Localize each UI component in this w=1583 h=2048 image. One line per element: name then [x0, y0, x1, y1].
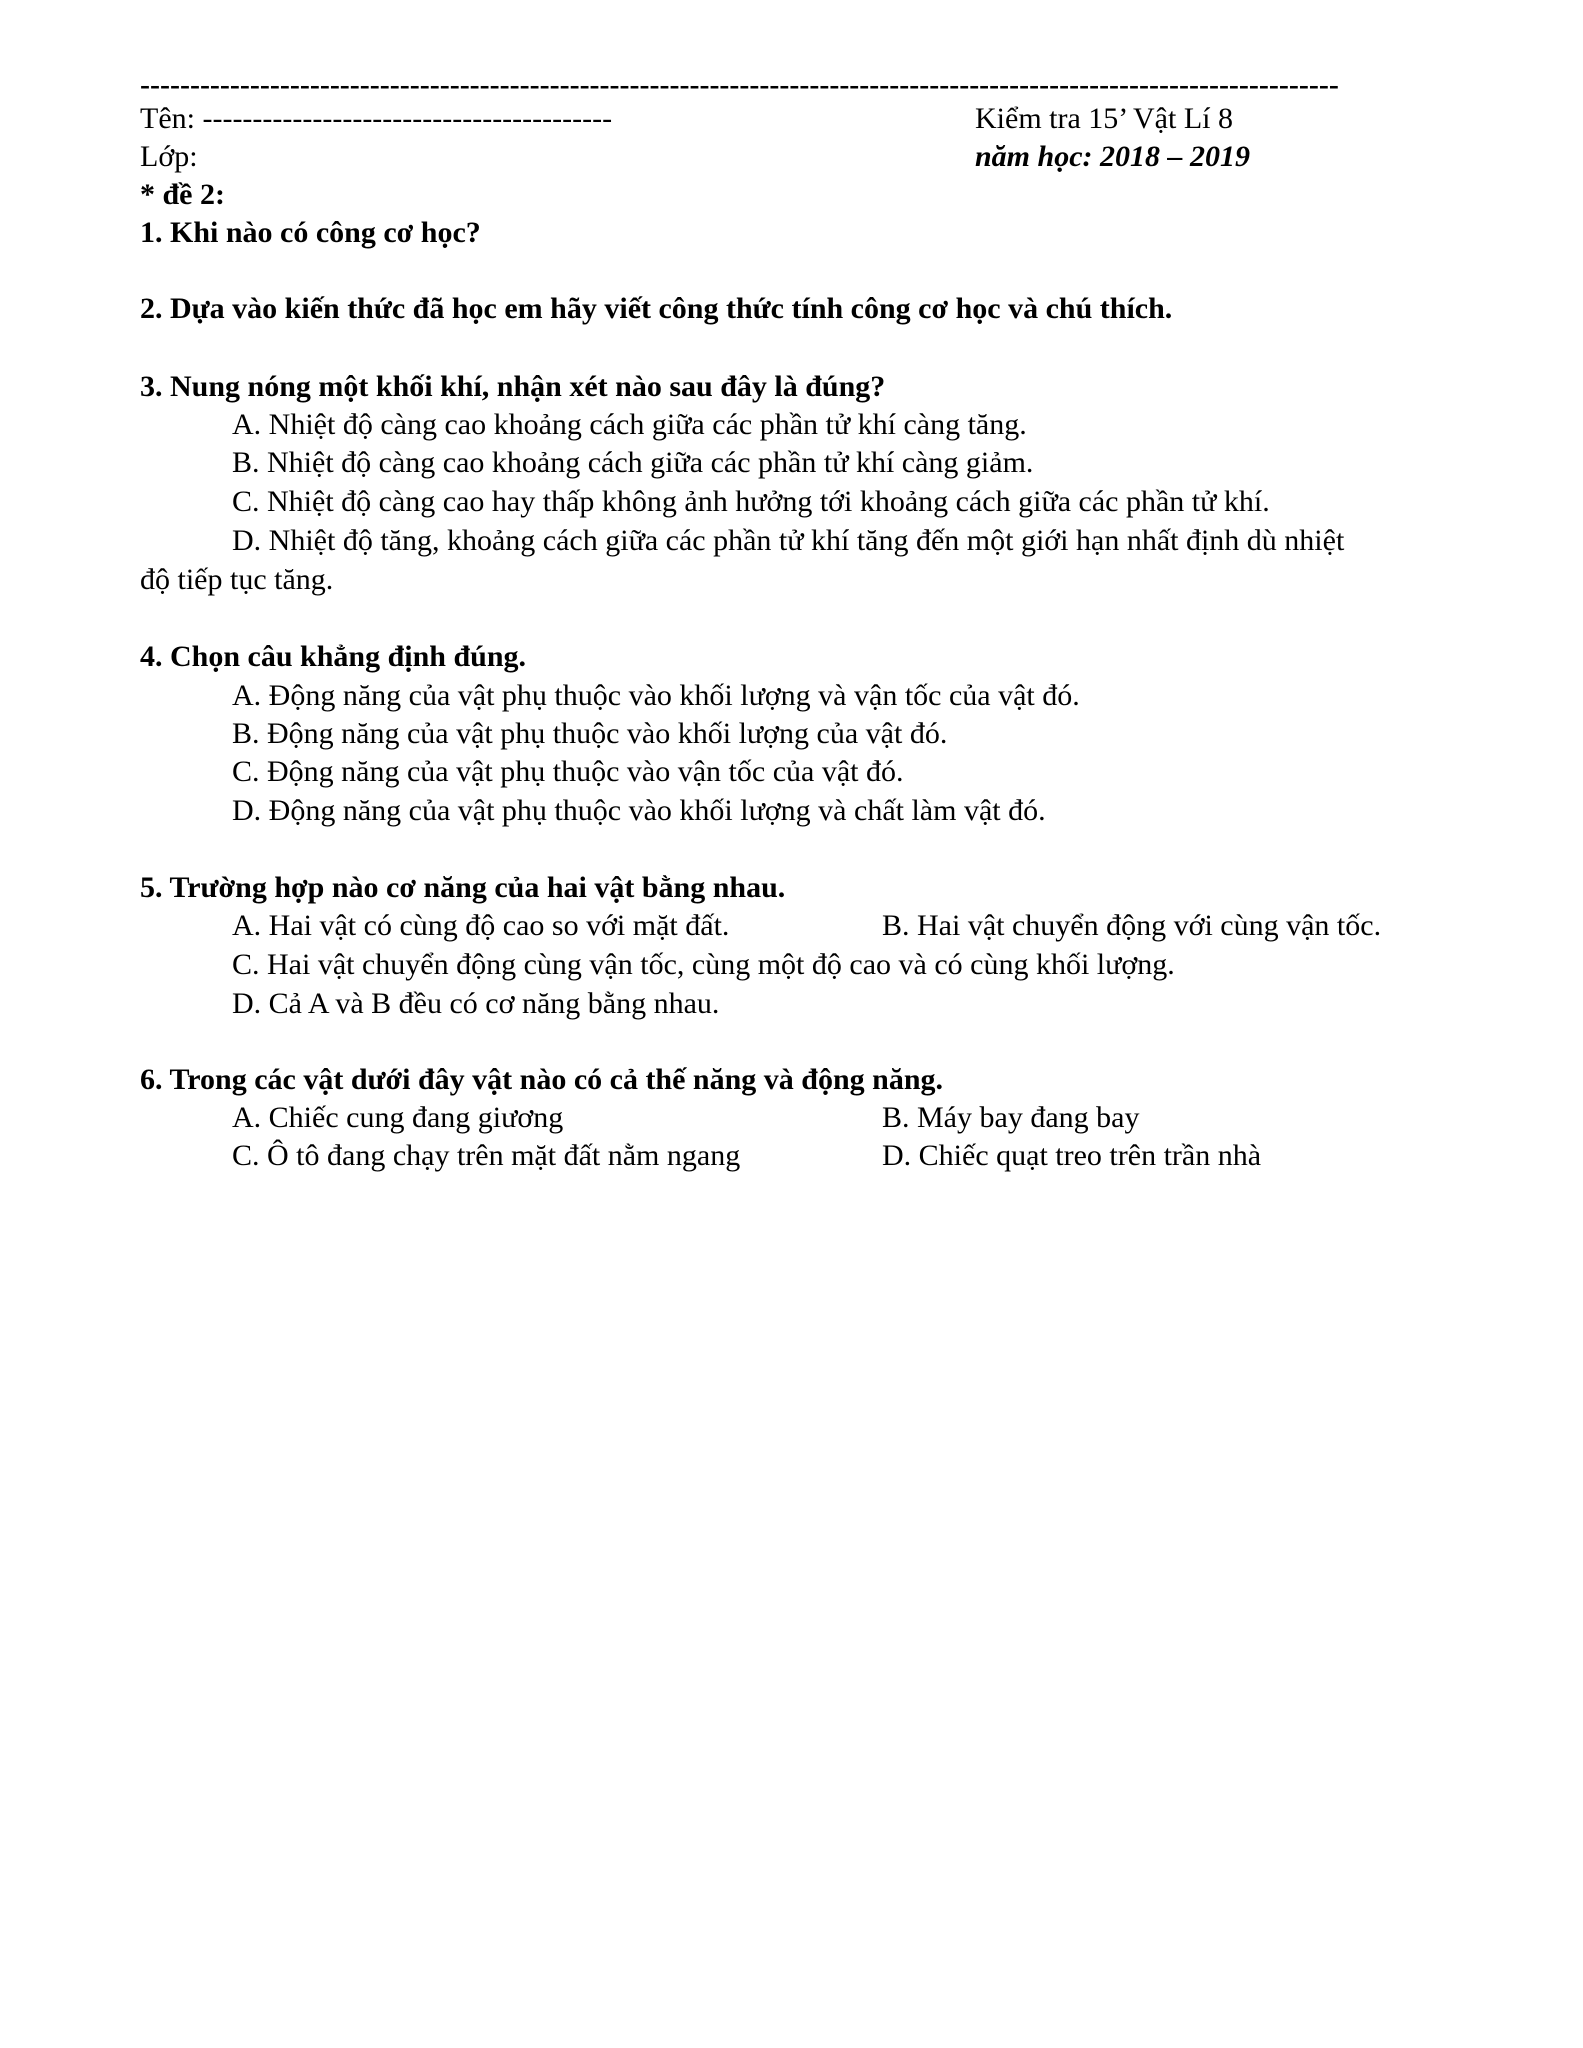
exam-code: * đề 2: — [140, 178, 225, 211]
question-4-option-c: C. Động năng của vật phụ thuộc vào vận tốc của vật đó. — [232, 755, 904, 788]
question-5-option-d: D. Cả A và B đều có cơ năng bằng nhau. — [232, 987, 720, 1020]
name-field-label: Tên: ----------------------------------------- — [140, 102, 613, 135]
question-5-option-a: A. Hai vật có cùng độ cao so với mặt đất. — [232, 909, 730, 942]
question-4-option-a: A. Động năng của vật phụ thuộc vào khối lượng và vận tốc của vật đó. — [232, 679, 1080, 712]
question-3-option-d: D. Nhiệt độ tăng, khoảng cách giữa các phần tử khí tăng đến một giới hạn nhất định dù nhiệt — [232, 524, 1345, 557]
question-6-option-b: B. Máy bay đang bay — [882, 1101, 1140, 1134]
question-3-option-b: B. Nhiệt độ càng cao khoảng cách giữa các phần tử khí càng giảm. — [232, 446, 1034, 479]
class-field-label: Lớp: — [140, 140, 198, 173]
question-6-option-a: A. Chiếc cung đang giương — [232, 1101, 564, 1134]
question-4-option-b: B. Động năng của vật phụ thuộc vào khối lượng của vật đó. — [232, 717, 948, 750]
question-4: 4. Chọn câu khẳng định đúng. — [140, 640, 527, 673]
question-5-option-b: B. Hai vật chuyển động với cùng vận tốc. — [882, 909, 1382, 942]
question-2: 2. Dựa vào kiến thức đã học em hãy viết công thức tính công cơ học và chú thích. — [140, 292, 1173, 325]
school-year: năm học: 2018 – 2019 — [975, 140, 1251, 173]
top-dashed-rule: ------------------------------------------------------------------------------------------------------------------------ — [140, 70, 1339, 100]
question-4-option-d: D. Động năng của vật phụ thuộc vào khối lượng và chất làm vật đó. — [232, 794, 1046, 827]
question-6: 6. Trong các vật dưới đây vật nào có cả thế năng và động năng. — [140, 1063, 944, 1096]
question-6-option-c: C. Ô tô đang chạy trên mặt đất nằm ngang — [232, 1139, 741, 1172]
test-title: Kiểm tra 15’ Vật Lí 8 — [975, 102, 1233, 135]
question-5: 5. Trường hợp nào cơ năng của hai vật bằng nhau. — [140, 871, 786, 904]
question-3-option-c: C. Nhiệt độ càng cao hay thấp không ảnh hưởng tới khoảng cách giữa các phần tử khí. — [232, 485, 1270, 518]
question-5-option-c: C. Hai vật chuyển động cùng vận tốc, cùng một độ cao và có cùng khối lượng. — [232, 948, 1175, 981]
question-1: 1. Khi nào có công cơ học? — [140, 216, 481, 249]
question-3: 3. Nung nóng một khối khí, nhận xét nào sau đây là đúng? — [140, 370, 886, 403]
question-6-option-d: D. Chiếc quạt treo trên trần nhà — [882, 1139, 1262, 1172]
question-3-option-d-continued: độ tiếp tục tăng. — [140, 563, 334, 596]
question-3-option-a: A. Nhiệt độ càng cao khoảng cách giữa các phần tử khí càng tăng. — [232, 408, 1027, 441]
